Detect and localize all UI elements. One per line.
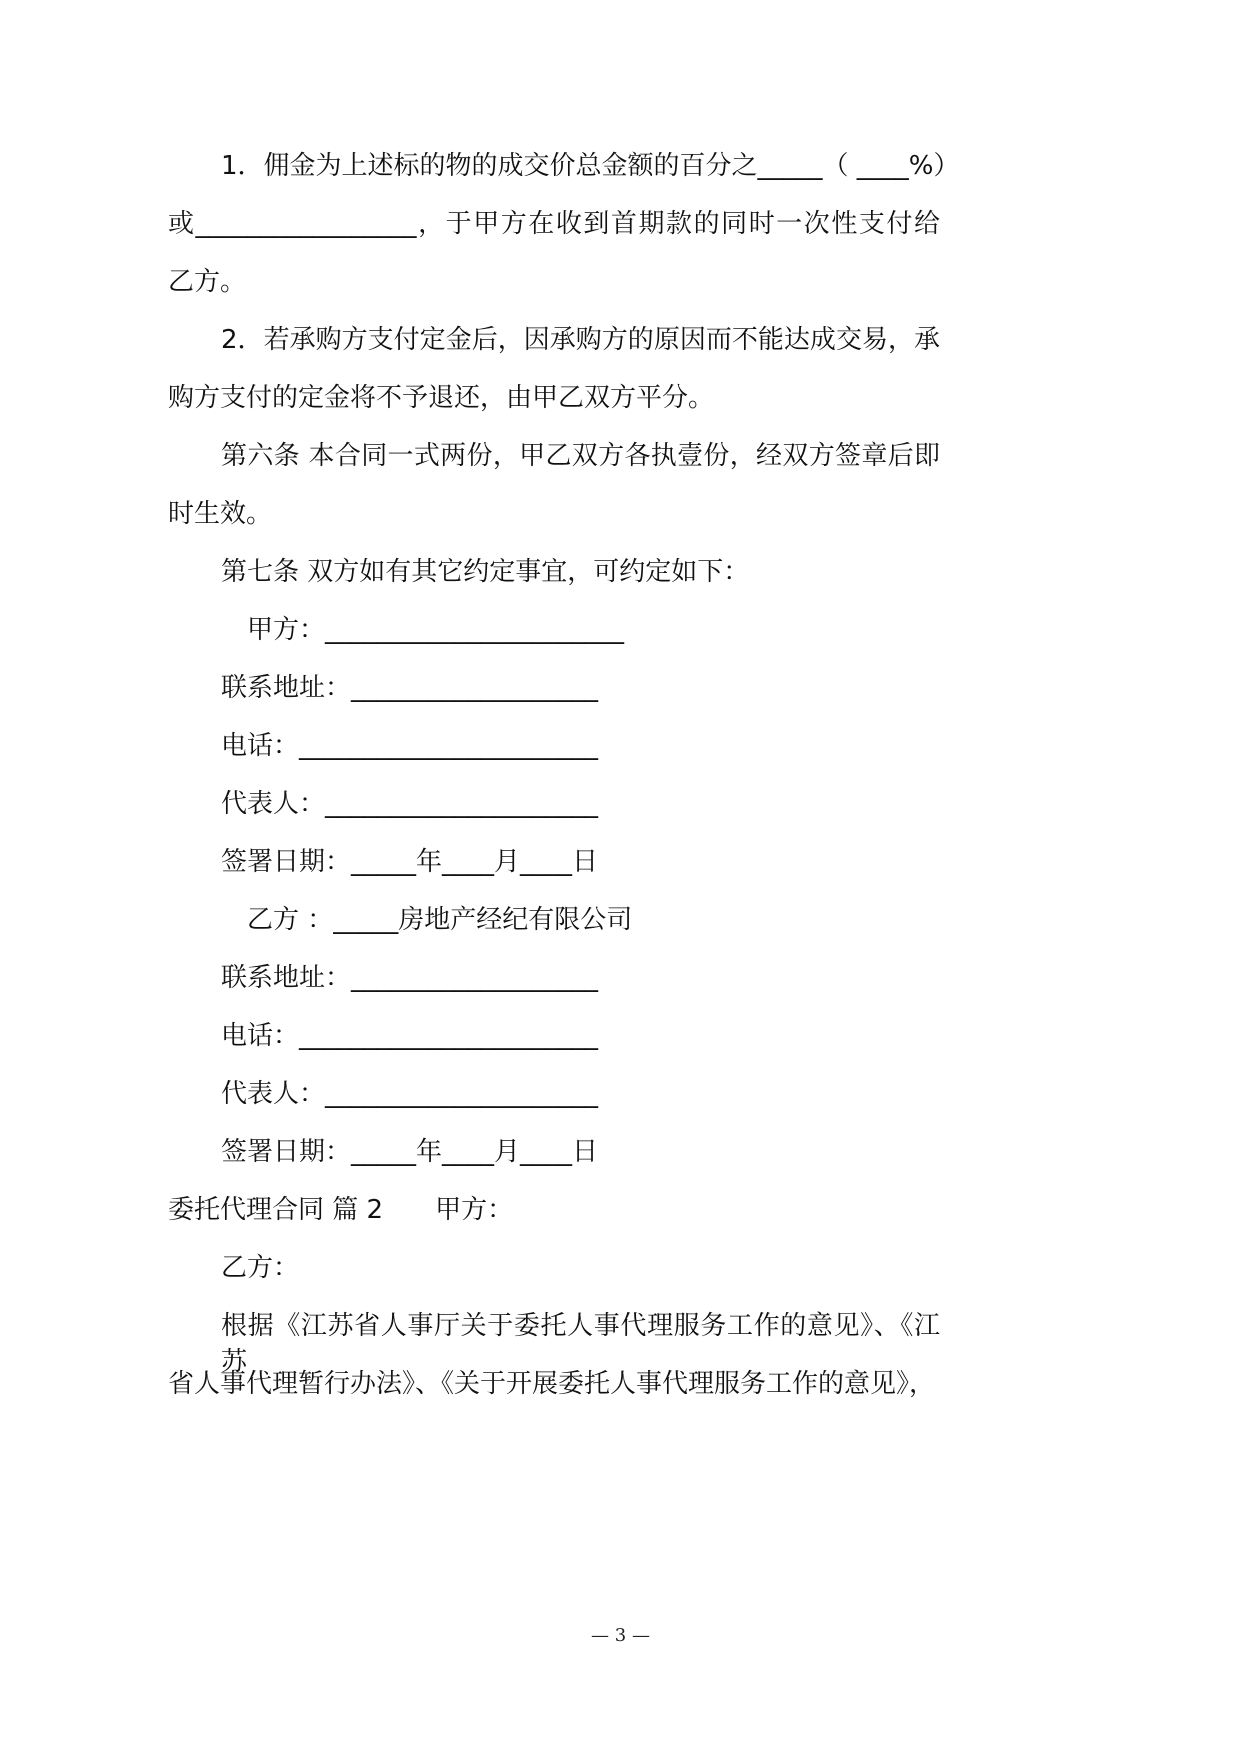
party-b-phone-field: 电话：_______________________: [221, 1021, 599, 1051]
party-b-name-field: 乙方 ：_____房地产经纪有限公司: [247, 905, 633, 935]
article-6-line-2: 时生效。: [168, 499, 273, 529]
commission-clause-line-2: 或_________________，于甲方在收到首期款的同时一次性支付给: [168, 209, 940, 239]
party-a-address-field: 联系地址：___________________: [221, 673, 599, 703]
page-number: — 3 —: [591, 1625, 650, 1646]
commission-clause-line-3: 乙方。: [168, 267, 247, 297]
commission-clause-line-1: 1．佣金为上述标的物的成交价总金额的百分之_____（ ____%）: [221, 151, 960, 181]
party-a-phone-field: 电话：_______________________: [221, 731, 599, 761]
party-a-date-field: 签署日期：_____年____月____日: [221, 847, 599, 877]
deposit-clause-line-2: 购方支付的定金将不予退还，由甲乙双方平分。: [168, 383, 715, 413]
article-7-line: 第七条 双方如有其它约定事宜，可约定如下：: [221, 557, 750, 587]
section-2-party-b: 乙方：: [221, 1253, 300, 1283]
party-b-date-field: 签署日期：_____年____月____日: [221, 1137, 599, 1167]
section-2-body-line-2: 省人事代理暂行办法》、《关于开展委托人事代理服务工作的意见》，: [168, 1369, 936, 1399]
party-a-name-field: 甲方：_______________________: [247, 615, 625, 645]
section-2-heading: 委托代理合同 篇 2 甲方：: [168, 1195, 514, 1225]
party-b-representative-field: 代表人：_____________________: [221, 1079, 599, 1109]
party-b-address-field: 联系地址：___________________: [221, 963, 599, 993]
article-6-line-1: 第六条 本合同一式两份，甲乙双方各执壹份，经双方签章后即: [221, 441, 940, 471]
party-a-representative-field: 代表人：_____________________: [221, 789, 599, 819]
section-2-body-line-1: 根据《江苏省人事厅关于委托人事代理服务工作的意见》、《江苏: [221, 1311, 940, 1377]
deposit-clause-line-1: 2．若承购方支付定金后，因承购方的原因而不能达成交易，承: [221, 325, 940, 355]
